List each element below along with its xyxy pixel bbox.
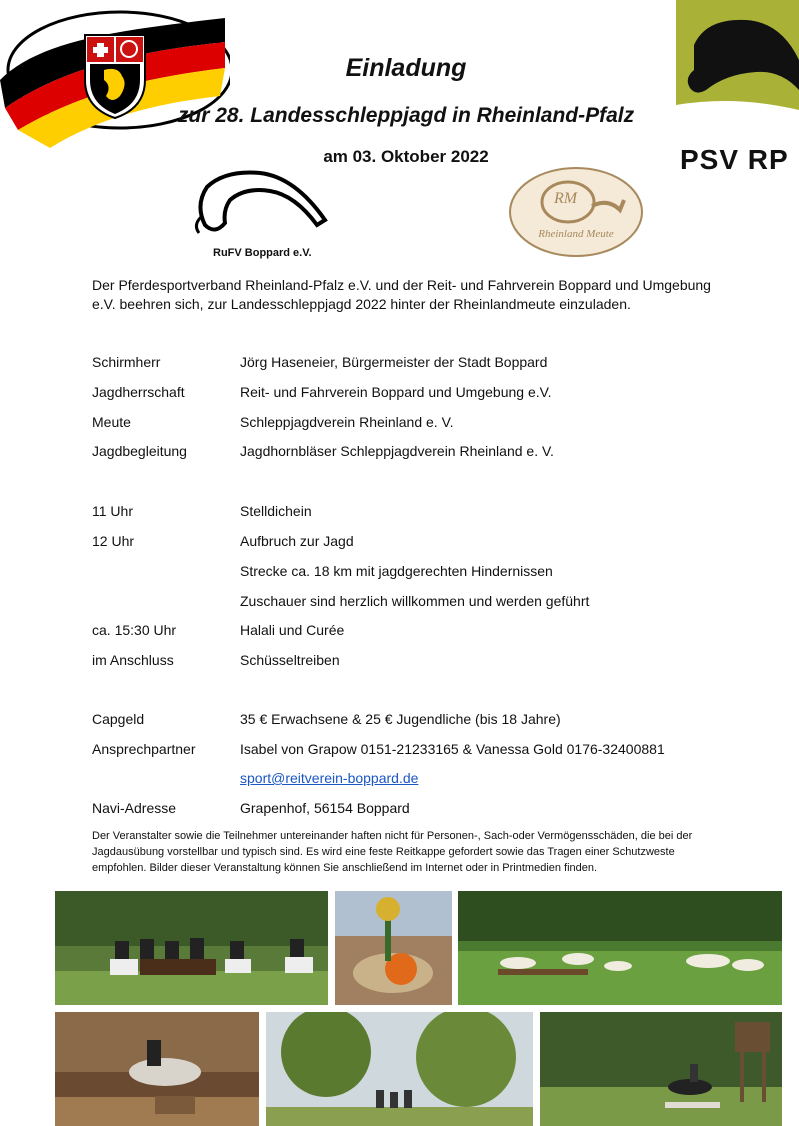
email-link[interactable]: sport@reitverein-boppard.de: [240, 770, 419, 786]
detail-label: Jagdherrschaft: [92, 384, 185, 400]
detail-label: Jagdbegleitung: [92, 443, 187, 459]
schedule-time: 11 Uhr: [92, 503, 133, 519]
capgeld-label: Capgeld: [92, 711, 145, 727]
detail-label: Meute: [92, 414, 131, 430]
event-date: am 03. Oktober 2022: [323, 147, 489, 166]
rufv-logo: [185, 165, 335, 265]
meute-logo-text: Rheinland Meute: [538, 228, 614, 240]
capgeld-value: 35 € Erwachsene & 25 € Jugendliche (bis 18 Jahre): [240, 711, 561, 727]
detail-value: Jörg Haseneier, Bürgermeister der Stadt Boppard: [240, 354, 548, 370]
rheinland-meute-logo: [508, 166, 644, 258]
schedule-item: Schüsseltreiben: [240, 652, 340, 668]
photo-hounds-field: [458, 891, 782, 1005]
detail-value: Schleppjagdverein Rheinland e. V.: [240, 414, 454, 430]
schedule-item: Aufbruch zur Jagd: [240, 533, 354, 549]
psv-logo-text: PSV RP: [680, 144, 789, 175]
detail-label: Schirmherr: [92, 354, 161, 370]
disclaimer-text: Der Veranstalter sowie die Teilnehmer untereinander haften nicht für Personen-, Sach-oder Vermögensschäden, die bei der Jagdausübung vorstellbar und typisch sind. Es wird eine feste Reitkappe gefordert sowie das Tragen einer Schutzweste empfohlen. Bilder dieser Veranstaltung können Sie anschließend im Internet oder in Printmedien finden.: [92, 830, 693, 874]
photo-hunt-stand: [540, 1012, 782, 1126]
navi-value: Grapenhof, 56154 Boppard: [240, 800, 410, 816]
meute-initials: RM: [554, 190, 578, 207]
horse-outline-icon: [185, 165, 335, 245]
schedule-item: Zuschauer sind herzlich willkommen und werden geführt: [240, 593, 590, 609]
detail-value: Reit- und Fahrverein Boppard und Umgebung e.V.: [240, 384, 552, 400]
schedule-item: Strecke ca. 18 km mit jagdgerechten Hindernissen: [240, 563, 553, 579]
schedule-time: 12 Uhr: [92, 533, 135, 549]
schedule-item: Stelldichein: [240, 503, 312, 519]
detail-value: Jagdhornbläser Schleppjagdverein Rheinland e. V.: [240, 443, 554, 459]
page-subtitle: zur 28. Landesschleppjagd in Rheinland-Pfalz: [177, 104, 635, 127]
hunting-horn-icon: [508, 166, 644, 258]
schedule-item: Halali und Curée: [240, 622, 345, 638]
photo-jump-log: [55, 1012, 259, 1126]
contact-value: Isabel von Grapow 0151-21233165 & Vanessa Gold 0176-32400881: [240, 741, 665, 757]
page-title: Einladung: [345, 54, 467, 82]
schedule-time: im Anschluss: [92, 652, 174, 668]
contact-label: Ansprechpartner: [92, 741, 196, 757]
intro-text: Der Pferdesportverband Rheinland-Pfalz e.V. und der Reit- und Fahrverein Boppard und Umgebung e.V. beehren sich, zur Landesschleppjagd 2022 hinter der Rheinlandmeute einzuladen.: [92, 277, 711, 312]
schedule-time: ca. 15:30 Uhr: [92, 622, 177, 638]
navi-label: Navi-Adresse: [92, 800, 177, 816]
rufv-logo-text: RuFV Boppard e.V.: [213, 247, 312, 259]
photo-table-decoration: [335, 891, 452, 1005]
photo-riders-trees: [266, 1012, 533, 1126]
photo-riders-lineup: [55, 891, 328, 1005]
